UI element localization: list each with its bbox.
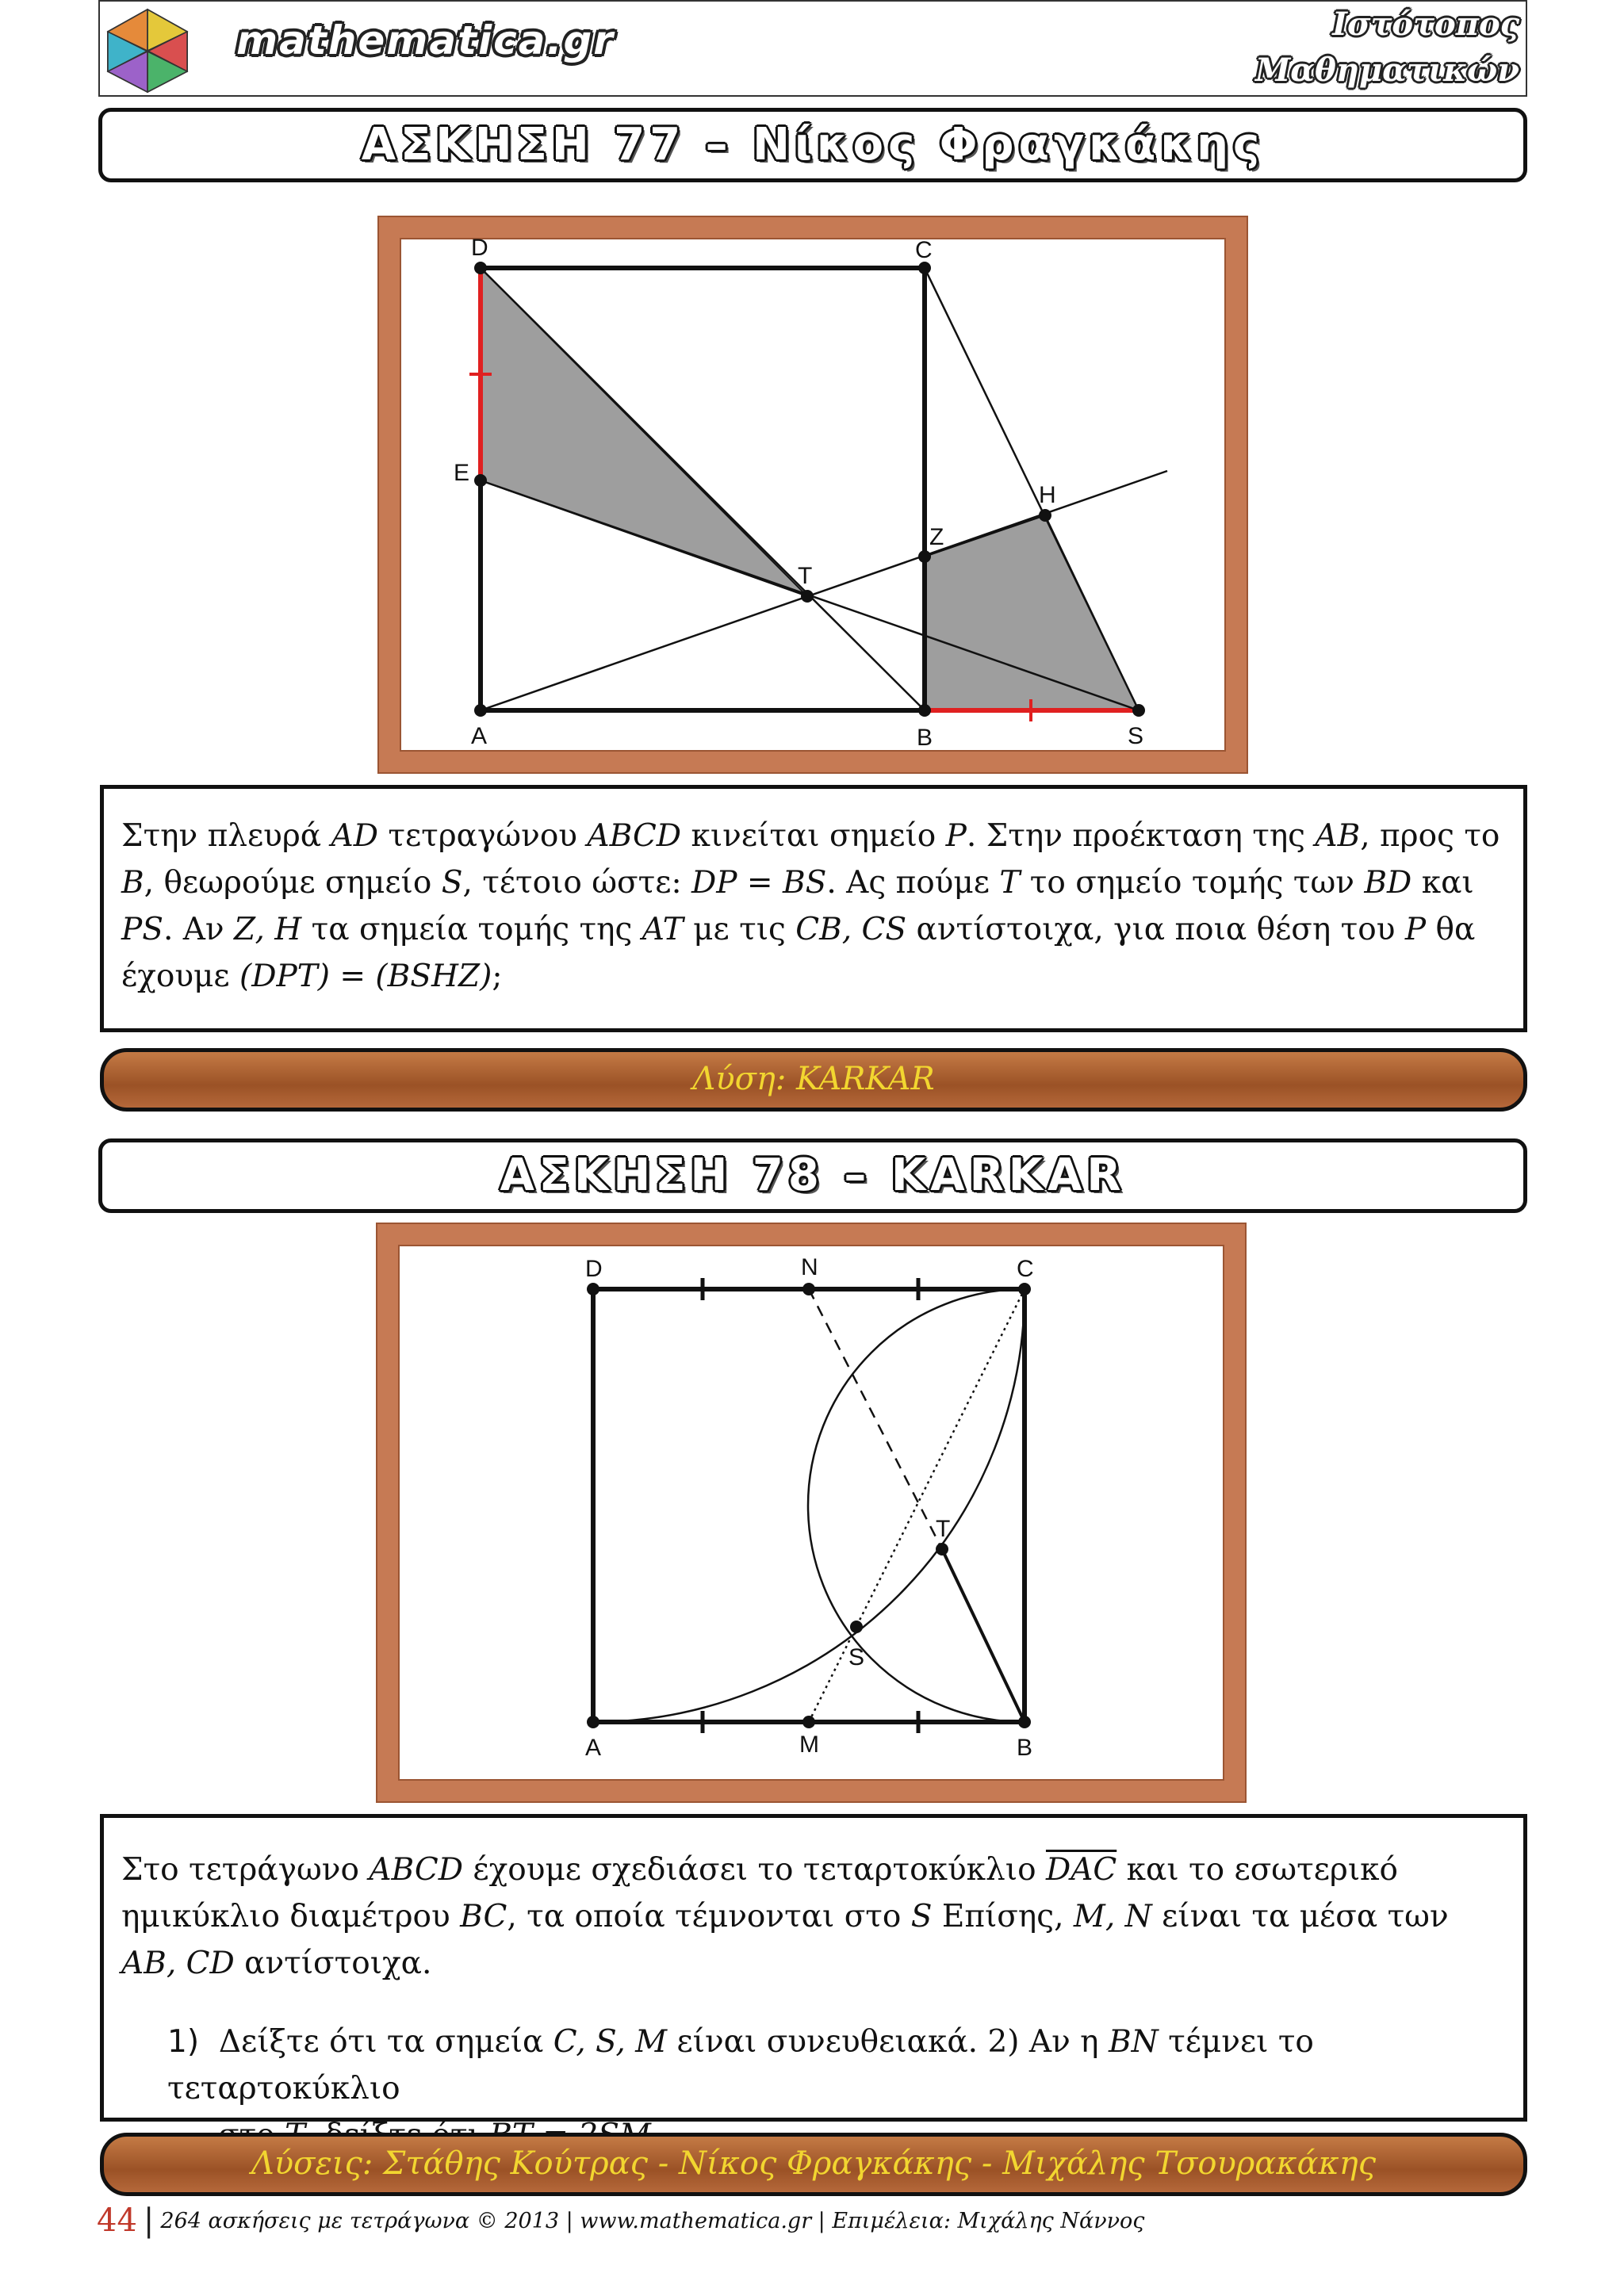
site-tagline [1234, 2, 1519, 94]
exercise-78-figure [398, 1245, 1224, 1781]
point-m [802, 1716, 815, 1728]
tagline-line-2: Μαθηματικών [1255, 52, 1519, 89]
label-b: B [1017, 1735, 1033, 1761]
point-a [587, 1716, 599, 1728]
exercise-78-title: ΑΣΚΗΣΗ 78 – KARKAR [500, 1150, 1126, 1201]
problem-78-line-2: ημικύκλιο διαμέτρου BC, τα οποία τέμνονται στο S Επίσης, M, N είναι τα μέσα των [121, 1899, 1449, 1934]
label-t: T [798, 563, 813, 589]
exercise-78-title-bar [98, 1138, 1527, 1213]
problem-78-line-3: AB, CD αντίστοιχα. [121, 1946, 432, 1981]
label-b: B [917, 725, 933, 751]
problem-78-question-1: 1) Δείξτε ότι τα σημεία C, S, M είναι συνευθειακά. 2) Αν η BN τέμνει το τεταρτοκύκλιο [167, 2024, 1314, 2107]
label-a: A [471, 723, 488, 749]
exercise-78-solution-link[interactable] [100, 2133, 1527, 2196]
point-e [474, 474, 487, 487]
line-nt-dashed [809, 1289, 942, 1549]
problem-77-line-4: έχουμε (DPT) = (BSHZ); [121, 959, 503, 994]
exercise-77-figure [400, 238, 1226, 752]
point-c [918, 262, 931, 274]
site-logo [100, 6, 195, 95]
tagline-line-1: Ιστότοπος [1332, 6, 1519, 43]
point-h [1039, 509, 1051, 522]
point-a [474, 704, 487, 717]
page-footer [97, 2202, 1144, 2239]
segment-tb [942, 1549, 1025, 1722]
label-c: C [1017, 1256, 1034, 1282]
exercise-77-problem [100, 785, 1527, 1032]
label-e: E [454, 460, 470, 486]
point-c [1018, 1283, 1031, 1295]
page-number: 44 [97, 2202, 137, 2239]
problem-78-line-1: Στο τετράγωνο ABCD έχουμε σχεδιάσει το τεταρτοκύκλιο $\overline{DAC}$ και το εσωτερικό [121, 1852, 1398, 1888]
point-t [936, 1543, 948, 1556]
point-s [850, 1621, 863, 1633]
point-n [802, 1283, 815, 1295]
label-s: S [848, 1644, 865, 1670]
point-s [1132, 704, 1145, 717]
label-s: S [1128, 723, 1144, 749]
exercise-78-problem [100, 1814, 1527, 2122]
point-z [918, 550, 931, 563]
point-b [918, 704, 931, 717]
point-t [801, 590, 814, 603]
label-n: N [801, 1254, 818, 1280]
exercise-77-solution-link[interactable] [100, 1048, 1527, 1112]
label-d: D [585, 1256, 603, 1282]
exercise-78-solution-label: Λύσεις: Στάθης Κούτρας - Νίκος Φραγκάκης - Μιχάλης Τσουρακάκης [251, 2145, 1377, 2182]
label-a: A [585, 1735, 602, 1761]
point-d [587, 1283, 599, 1295]
site-name: mathematica.gr [236, 17, 615, 63]
exercise-77-solution-label: Λύση: KARKAR [692, 1061, 935, 1097]
point-b [1018, 1716, 1031, 1728]
label-t: T [936, 1516, 951, 1542]
problem-77-line-2: B, θεωρούμε σημείο S, τέτοιο ώστε: DP = BS. Ας πούμε T το σημείο τομής των BD και [121, 865, 1474, 901]
label-c: C [915, 238, 933, 263]
exercise-77-title: ΑΣΚΗΣΗ 77 – Νίκος Φραγκάκης [361, 119, 1265, 170]
footer-text: 264 ασκήσεις με τετράγωνα © 2013 | www.mathematica.gr | Επιμέλεια: Μιχάλης Νάννος [160, 2209, 1145, 2233]
problem-78-spacer [121, 1987, 1506, 2019]
footer-separator: | [143, 2202, 155, 2239]
problem-77-line-3: PS. Αν Z, H τα σημεία τομής της AT με τις CB, CS αντίστοιχα, για ποια θέση του P θα [121, 912, 1476, 947]
label-m: M [799, 1732, 819, 1758]
label-h: H [1039, 482, 1056, 508]
problem-77-line-1: Στην πλευρά AD τετραγώνου ABCD κινείται σημείο P. Στην προέκταση της AB, προς το [121, 818, 1500, 854]
exercise-77-title-bar [98, 108, 1527, 182]
point-d [474, 262, 487, 274]
label-z: Z [929, 524, 944, 550]
label-d: D [471, 238, 488, 261]
